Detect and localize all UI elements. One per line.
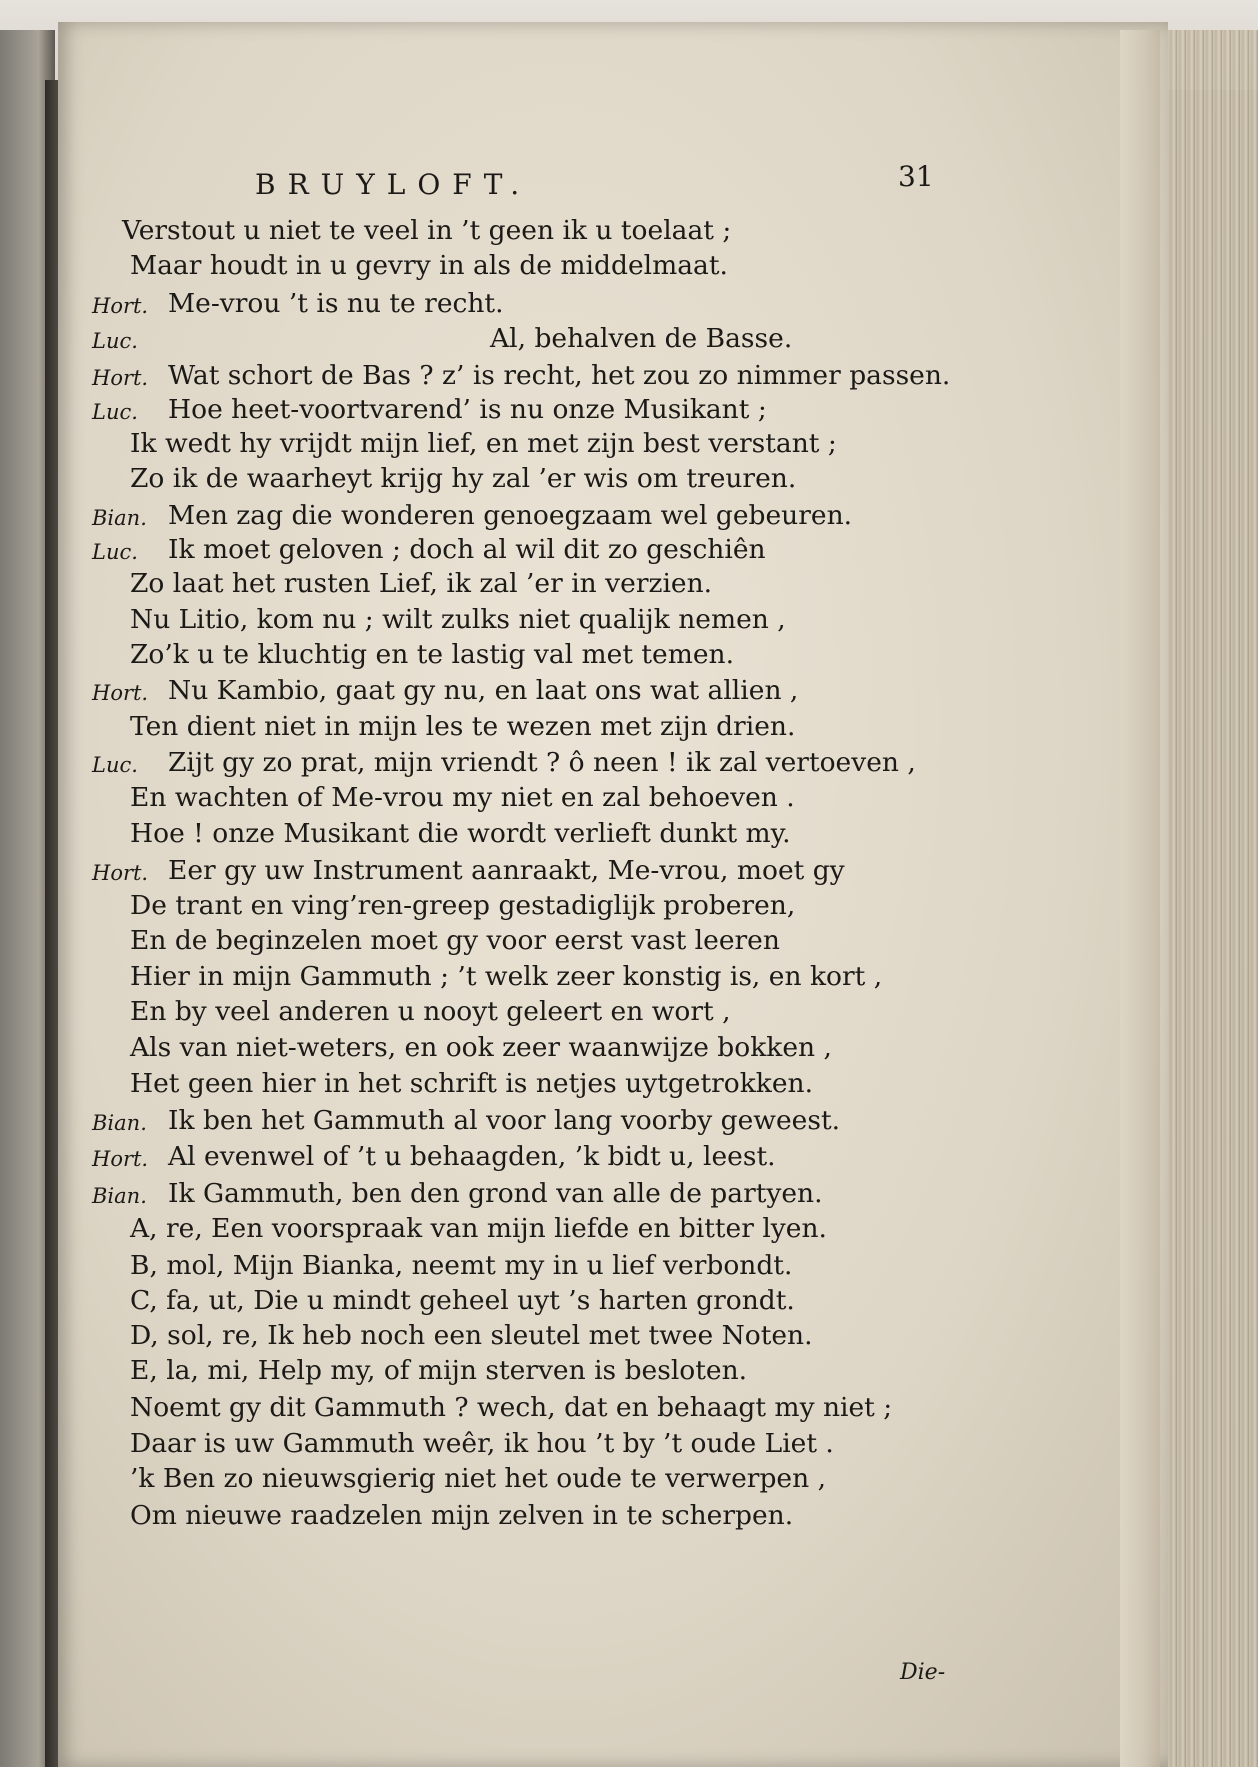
verse-line: C, fa, ut, Die u mindt geheel uyt ’s harten grondt. — [130, 1285, 795, 1316]
verse-line: Ik Gammuth, ben den grond van alle de partyen. — [168, 1178, 823, 1209]
verse-line: Nu Kambio, gaat gy nu, en laat ons wat allien , — [168, 675, 799, 706]
verse-line: Hier in mijn Gammuth ; ’t welk zeer konstig is, en kort , — [130, 961, 883, 992]
verse-line: Maar houdt in u gevry in als de middelmaat. — [130, 250, 728, 281]
speaker-label: Hort. — [92, 861, 149, 885]
catchword: Die- — [900, 1660, 946, 1685]
verse-line: Al, behalven de Basse. — [490, 323, 793, 354]
verse-line: ’k Ben zo nieuwsgierig niet het oude te verwerpen , — [130, 1463, 827, 1494]
speaker-label: Luc. — [92, 400, 138, 424]
verse-line: Zo’k u te kluchtig en te lastig val met temen. — [130, 639, 735, 670]
verse-line: B, mol, Mijn Bianka, neemt my in u lief verbondt. — [130, 1250, 793, 1281]
verse-line: Zijt gy zo prat, mijn vriendt ? ô neen ! ik zal vertoeven , — [168, 747, 916, 778]
verse-line: Als van niet-weters, en ook zeer waanwijze bokken , — [130, 1032, 832, 1063]
verse-line: A, re, Een voorspraak van mijn liefde en bitter lyen. — [130, 1213, 827, 1244]
verse-line: Daar is uw Gammuth weêr, ik hou ’t by ’t oude Liet . — [130, 1428, 834, 1459]
verse-line: Al evenwel of ’t u behaagden, ’k bidt u, leest. — [168, 1141, 776, 1172]
speaker-label: Bian. — [92, 1184, 147, 1208]
verse-line: En wachten of Me-vrou my niet en zal behoeven . — [130, 782, 795, 813]
speaker-label: Luc. — [92, 329, 138, 353]
verse-line: Om nieuwe raadzelen mijn zelven in te scherpen. — [130, 1500, 794, 1531]
verse-line: Eer gy uw Instrument aanraakt, Me-vrou, moet gy — [168, 855, 845, 886]
verse-line: Noemt gy dit Gammuth ? wech, dat en behaagt my niet ; — [130, 1392, 893, 1423]
speaker-label: Hort. — [92, 681, 149, 705]
verse-line: Ik wedt hy vrijdt mijn lief, en met zijn best verstant ; — [130, 428, 837, 459]
verse-line: Ik ben het Gammuth al voor lang voorby geweest. — [168, 1105, 841, 1136]
verse-line: Nu Litio, kom nu ; wilt zulks niet qualijk nemen , — [130, 604, 786, 635]
speaker-label: Bian. — [92, 506, 147, 530]
verse-line: Zo laat het rusten Lief, ik zal ’er in verzien. — [130, 568, 713, 599]
verse-line: Me-vrou ’t is nu te recht. — [168, 288, 504, 319]
speaker-label: Hort. — [92, 294, 149, 318]
verse-line: Men zag die wonderen genoegzaam wel gebeuren. — [168, 500, 853, 531]
page-number: 31 — [898, 160, 934, 193]
speaker-label: Bian. — [92, 1111, 147, 1135]
speaker-label: Luc. — [92, 540, 138, 564]
verse-line: Wat schort de Bas ? z’ is recht, het zou zo nimmer passen. — [168, 360, 951, 391]
verse-line: En de beginzelen moet gy voor eerst vast leeren — [130, 925, 780, 956]
verse-line: E, la, mi, Help my, of mijn sterven is besloten. — [130, 1355, 748, 1386]
verse-line: D, sol, re, Ik heb noch een sleutel met twee Noten. — [130, 1320, 813, 1351]
speaker-label: Hort. — [92, 366, 149, 390]
verse-line: Verstout u niet te veel in ’t geen ik u toelaat ; — [122, 215, 732, 246]
verse-line: Hoe ! onze Musikant die wordt verlieft dunkt my. — [130, 818, 791, 849]
speaker-label: Luc. — [92, 753, 138, 777]
verse-line: Hoe heet-voortvarend’ is nu onze Musikant ; — [168, 394, 767, 425]
verse-line: Zo ik de waarheyt krijg hy zal ’er wis om treuren. — [130, 463, 797, 494]
verse-line: Het geen hier in het schrift is netjes uytgetrokken. — [130, 1068, 814, 1099]
verse-line: En by veel anderen u nooyt geleert en wort , — [130, 996, 731, 1027]
verse-line: De trant en ving’ren-greep gestadiglijk proberen, — [130, 890, 796, 921]
verse-line: Ten dient niet in mijn les te wezen met zijn drien. — [130, 711, 796, 742]
running-header: BRUYLOFT. — [255, 168, 532, 201]
speaker-label: Hort. — [92, 1147, 149, 1171]
verse-line: Ik moet geloven ; doch al wil dit zo geschiên — [168, 534, 766, 565]
